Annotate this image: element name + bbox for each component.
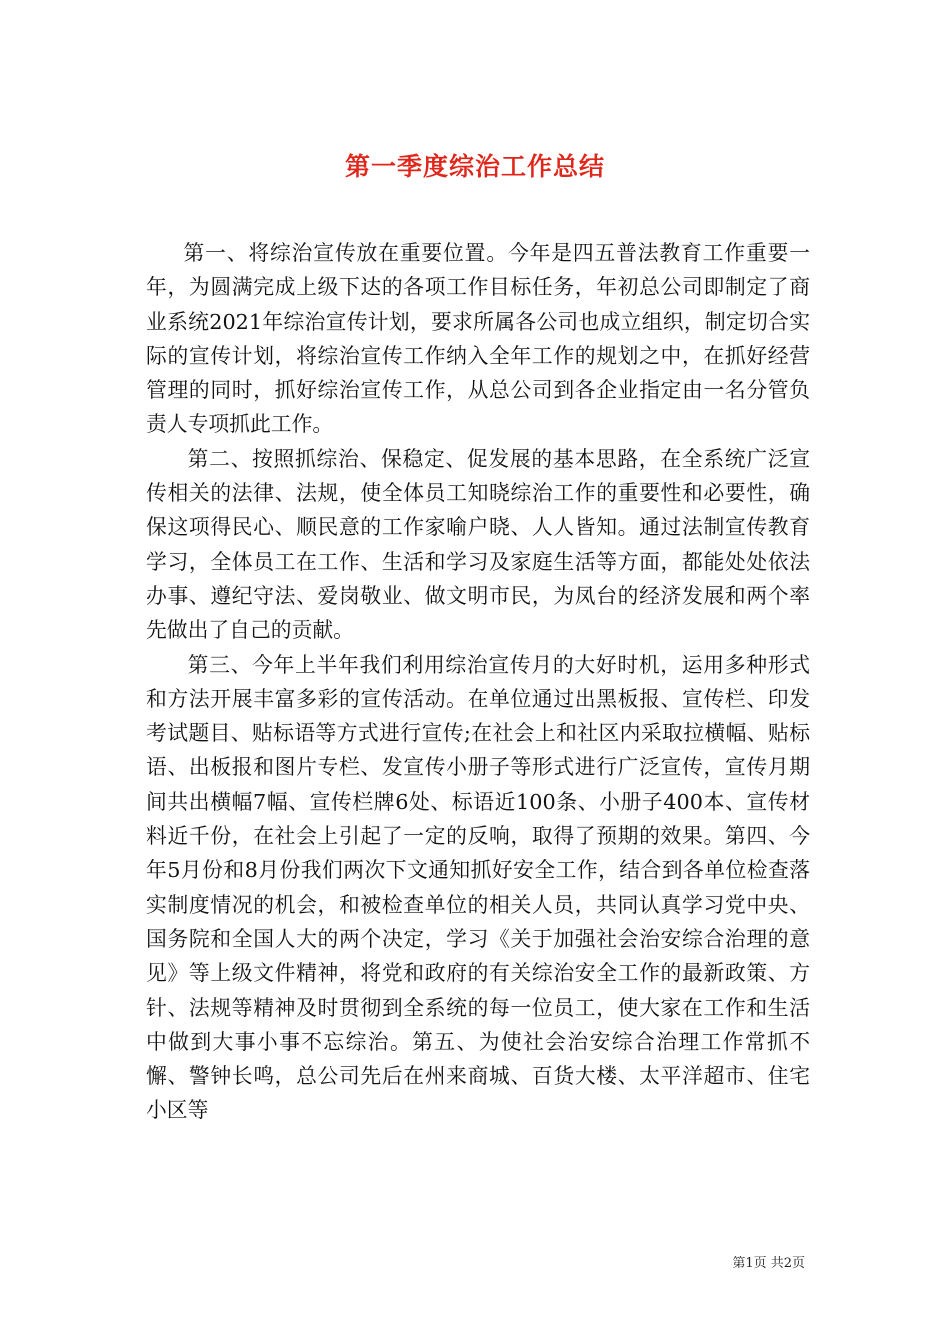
document-body: [146, 236, 810, 1128]
paragraph-1: 第一、将综治宣传放在重要位置。今年是四五普法教育工作重要一年，为圆满完成上级下达的各项工作目标任务，年初总公司即制定了商业系统2021年综治宣传计划，要求所属各公司也成立组织，制定切合实际的宣传计划，将综治宣传工作纳入全年工作的规划之中，在抓好经营管理的同时，抓好综治宣传工作，从总公司到各企业指定由一名分管负责人专项抓此工作。: [146, 241, 810, 437]
page-title: 第一季度综治工作总结: [344, 151, 605, 181]
paragraph-2: 第二、按照抓综治、保稳定、促发展的基本思路，在全系统广泛宣传相关的法律、法规，使全体员工知晓综治工作的重要性和必要性，确保这项得民心、顺民意的工作家喻户晓、人人皆知。通过法制宣传教育学习，全体员工在工作、生活和学习及家庭生活等方面，都能处处依法办事、遵纪守法、爱岗敬业、做文明市民，为凤台的经济发展和两个率先做出了自己的贡献。: [146, 446, 810, 643]
page-number: 第1页 共2页: [732, 1256, 805, 1271]
paragraph-3: 第三、今年上半年我们利用综治宣传月的大好时机，运用多种形式和方法开展丰富多彩的宣传活动。在单位通过出黑板报、宣传栏、印发考试题目、贴标语等方式进行宣传;在社会上和社区内采取拉横幅、贴标语、出板报和图片专栏、发宣传小册子等形式进行广泛宣传，宣传月期间共出横幅7幅、宣传栏牌6处、标语近100条、小册子400本、宣传材料近千份，在社会上引起了一定的反响，取得了预期的效果。第四、今年5月份和8月份我们两次下文通知抓好安全工作，结合到各单位检查落实制度情况的机会，和被检查单位的相关人员，共同认真学习党中央、国务院和全国人大的两个决定，学习《关于加强社会治安综合治理的意见》等上级文件精神，将党和政府的有关综治安全工作的最新政策、方针、法规等精神及时贯彻到全系统的每一位员工，使大家在工作和生活中做到大事小事不忘综治。第五、为使社会治安综合治理工作常抓不懈、警钟长鸣，总公司先后在州来商城、百货大楼、太平洋超市、住宅小区等: [146, 652, 810, 1123]
